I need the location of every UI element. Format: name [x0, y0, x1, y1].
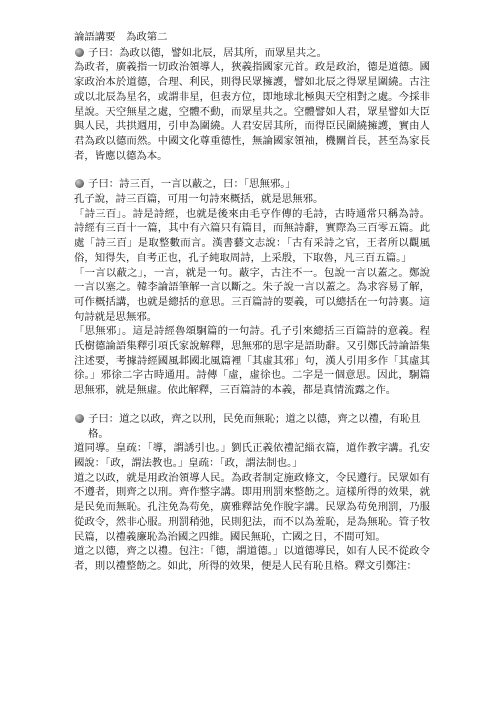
paragraph: 道同導。皇疏：「導，謂誘引也。」劉氏正義依禮記緇衣篇，道作教字講。孔安國說：「政，謂法教也。」皇疏：「政，謂法制也。」 — [74, 442, 430, 469]
document-page — [74, 30, 430, 588]
chapter-heading — [74, 412, 430, 441]
chapter-1 — [74, 46, 430, 164]
paragraph: 道之以德，齊之以禮。包注：「德，謂道德。」以道德導民，如有人民不從政令者，則以禮整飭之。如此，所得的效果，便是人民有恥且格。釋文引鄭注： — [74, 545, 430, 572]
paragraph: 「思無邪」。這是詩經魯頌駉篇的一句詩。孔子引來總括三百篇詩的意義。程氏樹德論語集釋引項氏家說解釋，思無邪的思字是語助辭。又引鄭氏詩論語集注述要，考據詩經國風邶國北風篇裡「其虛其邪」句，漢人引用多作「其虛其徐。」邪徐二字古時通用。詩傳「虛，虛徐也。二字是一個意思。因此，駉篇思無邪，就是無虛。依此解釋，三百篇詩的本義，都是真情流露之作。 — [74, 325, 430, 397]
chapter-quote: 子曰：詩三百，一言以蔽之，曰：「思無邪。」 — [88, 178, 296, 191]
chapter-quote: 子曰：道之以政，齊之以刑，民免而無恥；道之以德，齊之以禮，有恥且格。 — [88, 412, 421, 440]
chapter-2 — [74, 177, 430, 398]
chapter-quote: 子曰：為政以德，譬如北辰，居其所，而眾星共之。 — [88, 46, 327, 59]
chapter-heading — [74, 177, 430, 192]
chapter-3 — [74, 412, 430, 574]
bullet-icon — [75, 414, 84, 423]
bullet-icon — [75, 48, 84, 57]
paragraph: 「詩三百」。詩是詩經，也就是後來由毛亨作傳的毛詩，古時通常只稱為詩。詩經有三百十一篇，其中有六篇只有篇目，而無詩辭，實際為三百零五篇。此處「詩三百」是取整數而言。漢書藝文志說：「古有采詩之官，王者所以觀風俗，知得失，自考正也，孔子純取周詩，上采殷，下取魯，凡三百五篇。」 — [74, 207, 430, 264]
document-title: 論語講要 為政第二 — [74, 31, 168, 43]
paragraph: 道之以政，就是用政治領導人民。為政者制定施政條文，令民遵行。民眾如有不遵者，則齊之以刑。齊作整字講。即用刑罰來整飭之。這樣所得的效果，就是民免而無恥。孔注免為苟免，廣雅釋詁免作脫字講。民眾為苟免刑罰，乃服從政令，然非心服。刑罰稍弛，民則犯法，而不以為羞恥，是為無恥。管子牧民篇，以禮義廉恥為治國之四維。國民無恥，亡國之日，不間可知。 — [74, 471, 430, 543]
bullet-icon — [75, 179, 84, 188]
paragraph: 為政者，廣義指一切政治領導人，狹義指國家元首。政是政治，德是道德。國家政治本於道德，合理、利民，則得民眾擁護，譬如北辰之得眾星圍繞。古注或以北辰為星名，或謂非星，但表方位，即地球北極與天空相對之處。今採非星說。天空無星之處，空體不動，而眾星共之。空體譬如人君，眾星譬如大臣與人民，共拱週用，引申為圍繞。人君安居其所，而得臣民圍繞擁護，實由人君為政以德而然。中國文化尊重德性，無論國家領袖，機關首長，甚至為家長者，皆應以德為本。 — [74, 61, 430, 162]
paragraph: 「一言以蔽之」，一言，就是一句。蔽字，古注不一。包說一言以蓋之。鄭說一言以塞之。韓李論語筆解一言以斷之。朱子說一言以蓋之。為求容易了解，可作概括講，也就是總括的意思。三百篇詩的要義，可以總括在一句詩裏。這句詩就是思無邪。 — [74, 266, 430, 323]
paragraph: 孔子說，詩三百篇，可用一句詩來概括，就是思無邪。 — [74, 193, 324, 206]
chapter-heading — [74, 46, 430, 61]
